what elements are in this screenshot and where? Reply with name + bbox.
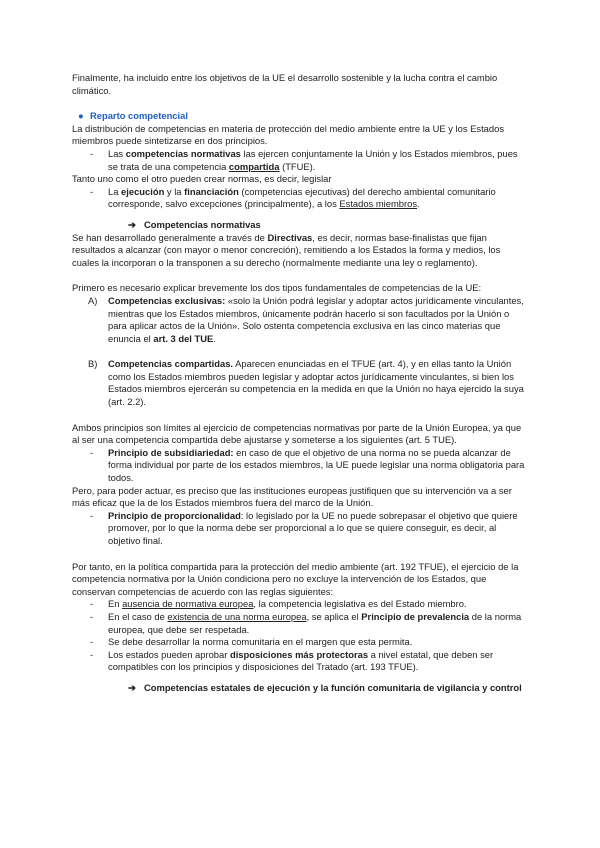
arrow-icon: ➔ — [128, 681, 136, 693]
list-item-a: A) Competencias exclusivas: «solo la Unión podrá legislar y adoptar actos jurídicamente vinculantes, mientras que los Estados miembros, únicamente podrán hacerlo si son facultados por la Unión o para aplicar actos de la Unión». Solo ostenta competencia exclusiva en las cinco materias que enuncia el art. 3 del TUE. — [88, 294, 524, 344]
paragraph-legislar: Tanto uno como el otro pueden crear normas, es decir, legislar — [72, 173, 332, 185]
arrow-icon: ➔ — [128, 218, 136, 230]
section-heading-estatales: ➔ Competencias estatales de ejecución y la función comunitaria de vigilancia y control — [128, 681, 522, 693]
paragraph-reparto-intro: La distribución de competencias en materia de protección del medio ambiente entre la UE y los Estados miembros puede sintetizarse en dos principios. — [72, 122, 505, 147]
paragraph-directivas: Se han desarrollado generalmente a través de Directivas, es decir, normas base-finalistas que fijan resultados a alcanzar (con mayor o menor concreción), remitiendo a los Estados la forma y medios, los cuales la incorporan o la transponen a su derecho (normalmente mediante una ley o reglamento). — [72, 231, 501, 268]
list-item: - Principio de proporcionalidad: lo legislado por la UE no puede sobrepasar el objetivo que quiere promover, por lo que la norma debe ser proporcional a lo que se quiere conseguir, es decir, al objetivo final. — [90, 509, 518, 546]
dash-marker: - — [90, 610, 94, 622]
list-item: - En el caso de existencia de una norma europea, se aplica el Principio de prevalencia de la norma europea, que debe ser respetada. — [90, 610, 522, 635]
list-item: - Los estados pueden aprobar disposiciones más protectoras a nivel estatal, que deben ser compatibles con los principios y disposiciones del Tratado (art. 193 TFUE). — [90, 648, 494, 673]
dash-marker: - — [90, 147, 94, 159]
paragraph-intro: Finalmente, ha incluido entre los objetivos de la UE el desarrollo sostenible y la lucha contra el cambio climático. — [72, 72, 498, 96]
dash-marker: - — [90, 636, 94, 648]
paragraph-actuar: Pero, para poder actuar, es preciso que las instituciones europeas justifiquen que su intervención va a ser más eficaz que la de los Estados miembros fuera del marco de la Unión. — [72, 484, 512, 509]
section-heading-reparto: ● Reparto competencial — [78, 110, 188, 122]
paragraph-limites: Ambos principios son límites al ejercicio de competencias normativas por parte de la Unión Europea, ya que al ser una competencia compartida debe ajustarse y someterse a los siguientes (art. 5 TUE). — [72, 421, 522, 446]
section-heading-normativas: ➔ Competencias normativas — [128, 218, 261, 230]
list-item: - En ausencia de normativa europea, la competencia legislativa es del Estado miembro. — [90, 598, 467, 610]
paragraph-politica: Por tanto, en la política compartida para la protección del medio ambiente (art. 192 TFUE), el ejercicio de la competencia normativa por la Unión condiciona pero no excluye la intervención de los Estados, que conservan competencias de acuerdo con las reglas siguientes: — [72, 560, 519, 597]
dash-marker: - — [90, 598, 94, 610]
list-marker: B) — [88, 358, 98, 370]
list-marker: A) — [88, 294, 98, 306]
list-item: - Las competencias normativas las ejercen conjuntamente la Unión y los Estados miembros, pues se trata de una competencia compartida (TFUE). — [90, 147, 518, 172]
list-item-b: B) Competencias compartidas. Aparecen enunciadas en el TFUE (art. 4), y en ellas tanto la Unión como los Estados miembros pueden legislar y adoptar actos jurídicamente vinculantes, si bien los Estados miembros ejercerán su competencia en la medida en que la Unión no haya ejercido la suya (art. 2.2). — [88, 358, 524, 408]
dash-marker: - — [90, 648, 94, 660]
list-item: - Se debe desarrollar la norma comunitaria en el margen que esta permita. — [90, 636, 413, 648]
dash-marker: - — [90, 185, 94, 197]
list-item: - Principio de subsidiariedad: en caso de que el objetivo de una norma no se pueda alcanzar de forma individual por parte de los estados miembros, la UE puede legislar una norma obligatoria para todos. — [90, 446, 525, 484]
document-body — [72, 72, 527, 695]
bullet-dot-icon: ● — [78, 110, 84, 122]
dash-marker: - — [90, 509, 94, 521]
dash-marker: - — [90, 446, 94, 458]
paragraph-tipos: Primero es necesario explicar brevemente los dos tipos fundamentales de competencias de la UE: — [72, 282, 482, 294]
list-item: - La ejecución y la financiación (competencias ejecutivas) del derecho ambiental comunitario corresponde, salvo excepciones (principalmente), a los Estados miembros. — [90, 185, 496, 210]
